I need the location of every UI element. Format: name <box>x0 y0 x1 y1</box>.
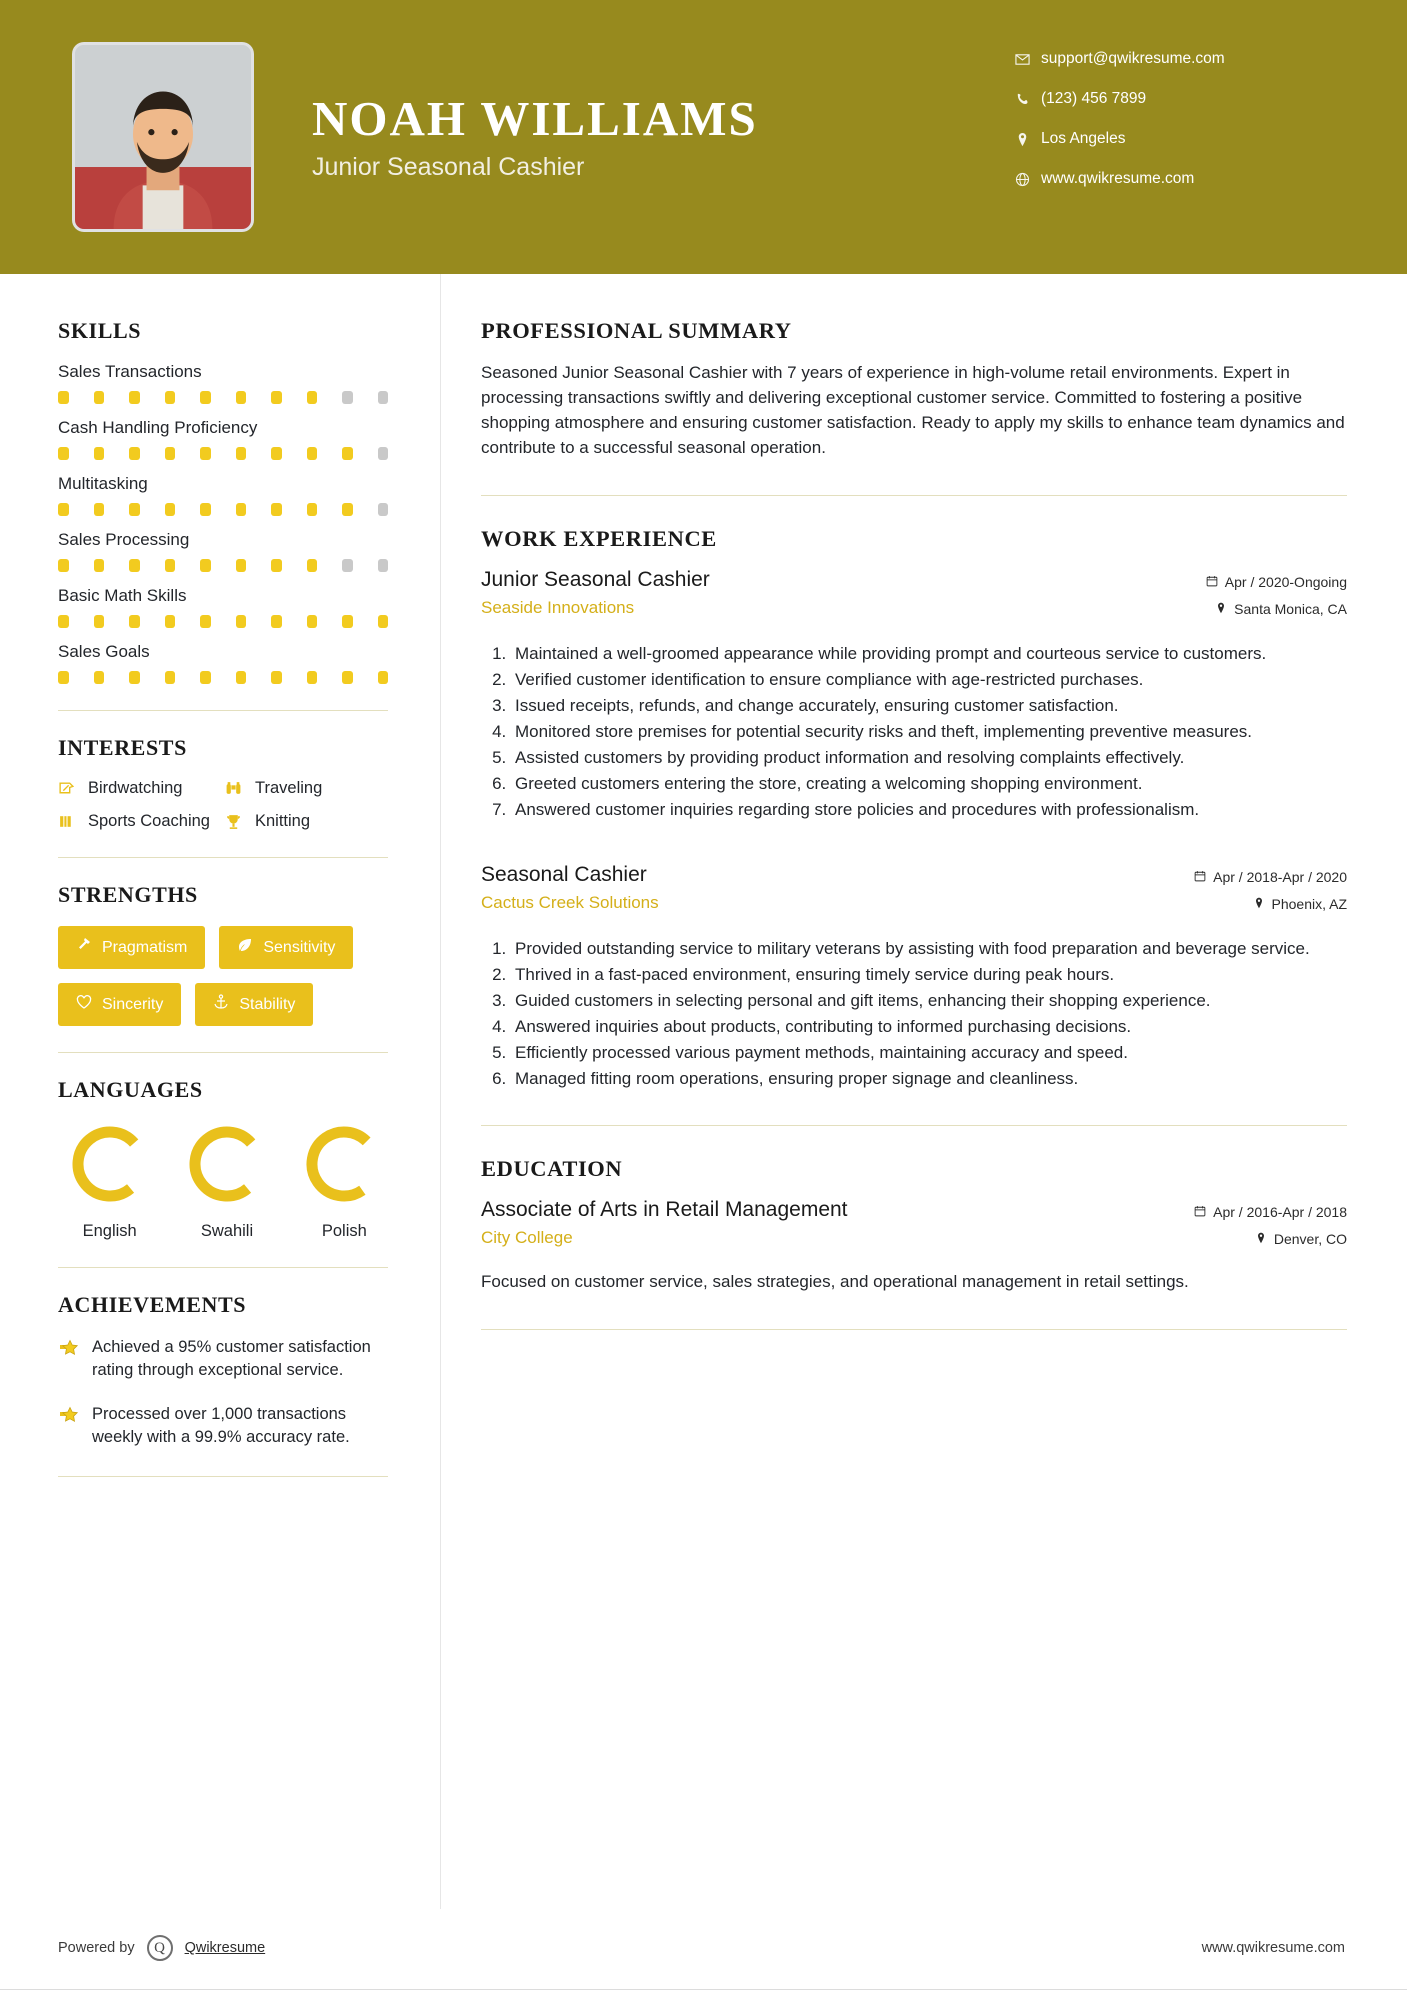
skill-dot <box>378 503 389 516</box>
skill-dot <box>129 671 140 684</box>
footer-website: www.qwikresume.com <box>1201 1940 1345 1956</box>
education-description: Focused on customer service, sales strategies, and operational management in retail settings. <box>481 1272 1189 1292</box>
skills-section-title: SKILLS <box>58 318 142 343</box>
skill-dot <box>129 503 140 516</box>
experience-item <box>481 568 1347 823</box>
bullet: 4. Monitored store premises for potential security risks and theft, implementing preventive measures. <box>511 720 1347 744</box>
skill-dot <box>236 615 247 628</box>
avatar <box>72 42 254 232</box>
interest-item <box>58 779 221 798</box>
contact-website[interactable] <box>1015 170 1345 188</box>
strength-label: Sensitivity <box>263 938 336 956</box>
skill-name: Sales Goals <box>58 642 150 661</box>
skill-dot <box>342 559 353 572</box>
skill-dot <box>378 615 389 628</box>
strength-chip <box>58 926 205 969</box>
skill-dot <box>307 671 318 684</box>
summary-section-title: PROFESSIONAL SUMMARY <box>481 318 792 343</box>
skill-item <box>58 530 388 572</box>
bullet: 6. Managed fitting room operations, ensuring proper signage and cleanliness. <box>511 1067 1347 1091</box>
skill-item <box>58 642 388 684</box>
skill-item <box>58 362 388 404</box>
skill-dot <box>129 391 140 404</box>
skill-dot <box>378 447 389 460</box>
skill-dot <box>200 615 211 628</box>
location-pin-icon <box>1253 896 1265 912</box>
languages-list <box>58 1121 388 1241</box>
contact-website-text: www.qwikresume.com <box>1041 170 1195 187</box>
skill-name: Sales Processing <box>58 530 190 549</box>
experience-item <box>481 863 1347 1092</box>
skill-dot <box>58 671 69 684</box>
skill-dot <box>307 391 318 404</box>
skill-dot <box>94 559 105 572</box>
star-badge-icon <box>58 1336 92 1383</box>
language-label: Polish <box>321 1222 367 1240</box>
hammer-icon <box>76 937 92 958</box>
bullet: 5. Efficiently processed various payment methods, maintaining accuracy and speed. <box>511 1041 1347 1065</box>
divider <box>58 857 388 858</box>
globe-icon <box>1015 172 1041 187</box>
skill-dot <box>129 559 140 572</box>
interest-label: Knitting <box>255 812 311 830</box>
main-content <box>440 274 1407 1909</box>
bullet: 7. Answered customer inquiries regarding store policies and procedures with professionalism. <box>511 798 1347 822</box>
strengths-list <box>58 926 388 1026</box>
trophy-icon <box>225 813 255 830</box>
calendar-icon <box>1206 574 1218 590</box>
skill-dot <box>271 391 282 404</box>
skill-rating <box>58 503 388 516</box>
contact-location-text: Los Angeles <box>1041 130 1126 147</box>
experience-dates <box>1206 574 1347 590</box>
skill-dot <box>165 391 176 404</box>
skill-dot <box>200 447 211 460</box>
skill-dot <box>58 447 69 460</box>
skill-dot <box>307 503 318 516</box>
skill-dot <box>236 391 247 404</box>
experience-role: Junior Seasonal Cashier <box>481 567 710 591</box>
skill-rating <box>58 447 388 460</box>
skill-dot <box>271 559 282 572</box>
skill-dot <box>236 503 247 516</box>
languages-section-title: LANGUAGES <box>58 1077 203 1102</box>
skill-name: Basic Math Skills <box>58 586 187 605</box>
skill-dot <box>236 671 247 684</box>
skills-list <box>58 362 388 684</box>
resume-footer <box>0 1909 1407 1989</box>
skill-dot <box>129 615 140 628</box>
skill-dot <box>236 447 247 460</box>
divider <box>58 1052 388 1053</box>
language-progress-ring <box>184 1121 270 1207</box>
skill-dot <box>165 671 176 684</box>
interests-section-title: INTERESTS <box>58 735 187 760</box>
experience-role: Seasonal Cashier <box>481 862 647 886</box>
bullet: 4. Answered inquiries about products, contributing to informed purchasing decisions. <box>511 1015 1347 1039</box>
education-dates <box>1194 1204 1347 1220</box>
skill-item <box>58 474 388 516</box>
skill-dot <box>200 503 211 516</box>
resume-header <box>0 0 1407 274</box>
achievements-section-title: ACHIEVEMENTS <box>58 1292 247 1317</box>
skill-name: Cash Handling Proficiency <box>58 418 258 437</box>
experience-meta <box>1194 863 1347 923</box>
binoculars-icon <box>225 780 255 797</box>
skill-dot <box>378 671 389 684</box>
skill-rating <box>58 391 388 404</box>
language-progress-ring <box>301 1121 387 1207</box>
sidebar <box>0 274 440 1909</box>
experience-dates-text: Apr / 2020-Ongoing <box>1224 573 1347 590</box>
interest-label: Birdwatching <box>88 779 183 797</box>
experience-meta <box>1206 568 1347 628</box>
divider <box>58 1267 388 1268</box>
strength-chip <box>58 983 181 1026</box>
whistle-icon <box>58 813 88 830</box>
experience-header <box>481 568 1347 628</box>
skill-dot <box>378 391 389 404</box>
experience-dates <box>1194 869 1347 885</box>
skill-dot <box>342 447 353 460</box>
interest-item <box>225 812 388 831</box>
skill-dot <box>165 615 176 628</box>
skill-dot <box>307 447 318 460</box>
candidate-name: NOAH WILLIAMS <box>312 90 758 146</box>
education-dates-text: Apr / 2016-Apr / 2018 <box>1213 1204 1347 1221</box>
language-label: English <box>82 1222 137 1240</box>
skill-dot <box>271 615 282 628</box>
skill-dot <box>200 671 211 684</box>
location-pin-icon <box>1215 601 1227 617</box>
interest-label: Sports Coaching <box>88 812 210 830</box>
experience-location-text: Santa Monica, CA <box>1234 600 1347 617</box>
contact-location[interactable] <box>1015 130 1345 148</box>
achievement-item <box>58 1336 388 1383</box>
skill-dot <box>129 447 140 460</box>
bullet: 5. Assisted customers by providing product information and resolving complaints effectively. <box>511 746 1347 770</box>
bullet: 3. Guided customers in selecting personal and gift items, enhancing their shopping experience. <box>511 989 1347 1013</box>
summary-text: Seasoned Junior Seasonal Cashier with 7 years of experience in high-volume retail environments. Expert in processing transactions swiftly and delivering exceptional customer service. Committed to fostering a positive shopping atmosphere and ensuring customer satisfaction. Ready to apply my skills to enhance team dynamics and contribute to a successful seasonal operation. <box>481 363 1345 458</box>
skill-dot <box>271 671 282 684</box>
skill-dot <box>342 391 353 404</box>
skill-dot <box>271 447 282 460</box>
experience-bullets <box>481 642 1347 823</box>
strength-label: Pragmatism <box>102 938 188 956</box>
contact-phone[interactable] <box>1015 90 1345 108</box>
bullet: 1. Provided outstanding service to military veterans by assisting with food preparation and beverage service. <box>511 937 1347 961</box>
skill-name: Multitasking <box>58 474 148 493</box>
candidate-job-title: Junior Seasonal Cashier <box>312 153 585 182</box>
envelope-icon <box>1015 52 1041 67</box>
language-item <box>301 1121 388 1241</box>
identity-block <box>312 92 1015 183</box>
skill-dot <box>58 391 69 404</box>
interest-label: Traveling <box>255 779 323 797</box>
divider <box>481 495 1347 496</box>
bullet: 6. Greeted customers entering the store, creating a welcoming shopping environment. <box>511 772 1347 796</box>
skill-dot <box>378 559 389 572</box>
experience-location <box>1194 896 1347 912</box>
skill-dot <box>342 615 353 628</box>
interest-item <box>58 812 221 831</box>
achievement-item <box>58 1403 388 1450</box>
strengths-section-title: STRENGTHS <box>58 882 198 907</box>
bullet: 3. Issued receipts, refunds, and change accurately, ensuring customer satisfaction. <box>511 694 1347 718</box>
skill-dot <box>307 559 318 572</box>
divider <box>58 710 388 711</box>
skill-dot <box>165 559 176 572</box>
skill-dot <box>94 503 105 516</box>
footer-brand <box>58 1935 265 1961</box>
star-badge-icon <box>58 1403 92 1450</box>
education-location <box>1194 1231 1347 1247</box>
skill-item <box>58 418 388 460</box>
bullet: 2. Thrived in a fast-paced environment, ensuring timely service during peak hours. <box>511 963 1347 987</box>
skill-dot <box>94 391 105 404</box>
experience-section-title: WORK EXPERIENCE <box>481 525 717 551</box>
education-header <box>481 1198 1347 1258</box>
skill-dot <box>94 447 105 460</box>
education-item <box>481 1198 1347 1295</box>
phone-icon <box>1015 92 1041 107</box>
contact-list <box>1015 50 1345 210</box>
experience-company: Seaside Innovations <box>481 597 635 617</box>
skill-dot <box>94 671 105 684</box>
skill-dot <box>165 447 176 460</box>
skill-rating <box>58 615 388 628</box>
education-degree: Associate of Arts in Retail Management <box>481 1198 848 1222</box>
language-item <box>183 1121 270 1241</box>
divider <box>481 1329 1347 1330</box>
experience-dates-text: Apr / 2018-Apr / 2020 <box>1213 868 1347 885</box>
language-label: Swahili <box>200 1222 254 1240</box>
calendar-icon <box>1194 1204 1206 1220</box>
divider <box>481 1125 1347 1126</box>
achievements-list <box>58 1336 388 1450</box>
language-progress-ring <box>67 1121 153 1207</box>
skill-dot <box>342 503 353 516</box>
heart-icon <box>76 994 92 1015</box>
interest-item <box>225 779 388 798</box>
skill-name: Sales Transactions <box>58 362 202 381</box>
contact-phone-text: (123) 456 7899 <box>1041 90 1147 107</box>
experience-company: Cactus Creek Solutions <box>481 892 659 912</box>
language-item <box>66 1121 153 1241</box>
qwikresume-logo-icon: Q <box>147 1935 173 1961</box>
skill-dot <box>58 503 69 516</box>
skill-dot <box>200 391 211 404</box>
education-location-text: Denver, CO <box>1273 1231 1347 1248</box>
achievement-text: Processed over 1,000 transactions weekly with a 99.9% accuracy rate. <box>92 1404 350 1447</box>
interests-list <box>58 779 388 831</box>
skill-dot <box>58 615 69 628</box>
strength-label: Sincerity <box>102 995 164 1013</box>
experience-header <box>481 863 1347 923</box>
anchor-icon <box>213 994 229 1015</box>
skill-dot <box>165 503 176 516</box>
experience-location <box>1206 601 1347 617</box>
skill-dot <box>58 559 69 572</box>
achievement-text: Achieved a 95% customer satisfaction rating through exceptional service. <box>92 1338 371 1380</box>
powered-by-label: Powered by <box>58 1940 135 1956</box>
education-meta <box>1194 1198 1347 1258</box>
resume-body <box>0 274 1407 1909</box>
skill-dot <box>271 503 282 516</box>
strength-chip <box>195 983 313 1026</box>
skill-dot <box>307 615 318 628</box>
strength-chip <box>219 926 353 969</box>
skill-dot <box>200 559 211 572</box>
skill-dot <box>94 615 105 628</box>
qwikresume-link[interactable]: Qwikresume <box>184 1940 266 1956</box>
experience-location-text: Phoenix, AZ <box>1271 895 1347 912</box>
skill-dot <box>342 671 353 684</box>
leaf-icon <box>237 937 253 958</box>
location-pin-icon <box>1255 1231 1267 1247</box>
bullet: 2. Verified customer identification to ensure compliance with age-restricted purchases. <box>511 668 1347 692</box>
experience-bullets <box>481 937 1347 1092</box>
skill-rating <box>58 671 388 684</box>
education-school: City College <box>481 1228 573 1248</box>
divider <box>58 1476 388 1477</box>
skill-rating <box>58 559 388 572</box>
bullet: 1. Maintained a well-groomed appearance while providing prompt and courteous service to customers. <box>511 642 1347 666</box>
contact-email[interactable] <box>1015 50 1345 68</box>
skill-dot <box>236 559 247 572</box>
bird-icon <box>58 780 88 797</box>
strength-label: Stability <box>239 995 296 1013</box>
contact-email-text: support@qwikresume.com <box>1041 50 1225 67</box>
location-pin-icon <box>1015 132 1041 147</box>
avatar-photo <box>75 45 251 229</box>
calendar-icon <box>1194 869 1206 885</box>
education-section-title: EDUCATION <box>481 1156 623 1182</box>
skill-item <box>58 586 388 628</box>
